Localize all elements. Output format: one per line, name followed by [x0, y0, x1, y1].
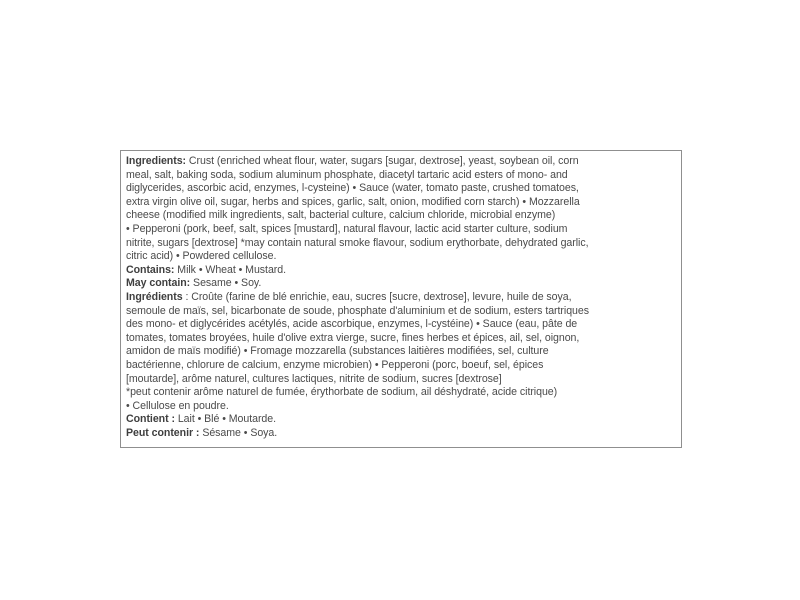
fr-ingredients-line: bactérienne, chlorure de calcium, enzyme microbien) • Pepperoni (porc, boeuf, sel, épices: [126, 358, 544, 371]
en-ingredients-line: nitrite, sugars [dextrose] *may contain natural smoke flavour, sodium erythorbate, dehydrated garlic,: [126, 236, 589, 249]
ingredients-label: [120, 150, 682, 448]
en-may-contain-line: [126, 277, 676, 291]
fr-ingredients-line: *peut contenir arôme naturel de fumée, érythorbate de sodium, ail déshydraté, acide citrique): [126, 386, 558, 399]
en-contains-text: Milk • Wheat • Mustard.: [174, 263, 286, 276]
en-ingredients-line-1: [126, 155, 676, 169]
fr-ingredients-line-1: [126, 291, 676, 305]
fr-contains-heading: Contient :: [126, 413, 175, 426]
en-ingredients-text: Crust (enriched wheat flour, water, sugars [sugar, dextrose], yeast, soybean oil, corn: [186, 155, 579, 167]
en-ingredients-line: • Pepperoni (pork, beef, salt, spices [mustard], natural flavour, lactic acid starter culture, sodium: [126, 222, 568, 235]
fr-ingredients-text: : Croûte (farine de blé enrichie, eau, sucres [sucre, dextrose], levure, huile de soya,: [182, 290, 572, 303]
en-may-contain-heading: May contain:: [126, 277, 191, 290]
fr-ingredients-line: des mono- et diglycérides acétylés, acide ascorbique, enzymes, l-cystéine) • Sauce (eau, pâte de: [126, 318, 578, 331]
fr-ingredients-line: tomates, tomates broyées, huile d'olive extra vierge, sucre, fines herbes et épices, ail, sel, oignon,: [126, 331, 580, 344]
fr-may-contain-heading: Peut contenir :: [126, 426, 200, 439]
fr-ingredients-heading: Ingrédients: [126, 290, 183, 303]
fr-may-contain-line: [126, 427, 676, 441]
en-ingredients-line: diglycerides, ascorbic acid, enzymes, l-cysteine) • Sauce (water, tomato paste, crushed tomatoes,: [126, 182, 579, 195]
en-ingredients-line: extra virgin olive oil, sugar, herbs and spices, garlic, salt, onion, modified corn starch) • Mozzarella: [126, 195, 580, 208]
en-contains-line: [126, 264, 676, 278]
en-may-contain-text: Sesame • Soy.: [190, 277, 262, 290]
en-contains-heading: Contains:: [126, 263, 175, 276]
fr-ingredients-line: • Cellulose en poudre.: [126, 399, 229, 412]
en-ingredients-line: citric acid) • Powdered cellulose.: [126, 250, 277, 263]
fr-ingredients-line: amidon de maïs modifié) • Fromage mozzarella (substances laitières modifiées, sel, culture: [126, 345, 549, 358]
fr-contains-text: Lait • Blé • Moutarde.: [174, 413, 277, 426]
fr-contains-line: [126, 413, 676, 427]
en-ingredients-heading: Ingredients:: [126, 155, 187, 167]
fr-ingredients-line: [moutarde], arôme naturel, cultures lactiques, nitrite de sodium, sucres [dextrose]: [126, 372, 502, 385]
en-ingredients-line: meal, salt, baking soda, sodium aluminum phosphate, diacetyl tartaric acid esters of mono- and: [126, 168, 568, 181]
fr-ingredients-line: semoule de maïs, sel, bicarbonate de soude, phosphate d'aluminium et de sodium, esters tartriques: [126, 304, 589, 317]
fr-may-contain-text: Sésame • Soya.: [199, 426, 278, 439]
en-ingredients-line: cheese (modified milk ingredients, salt, bacterial culture, calcium chloride, microbial enzyme): [126, 209, 556, 222]
